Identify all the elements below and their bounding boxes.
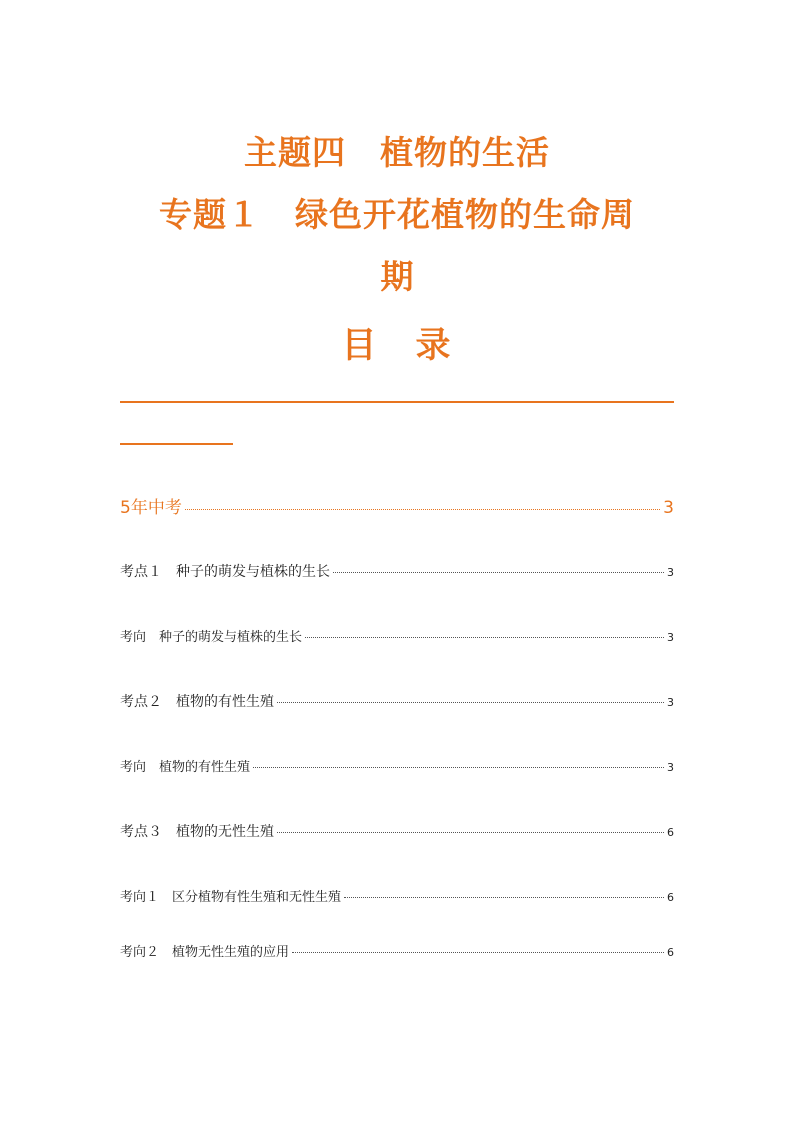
toc-leader [292, 952, 664, 953]
toc-page-number: 3 [667, 696, 674, 709]
toc-entry[interactable] [120, 756, 674, 775]
toc-entry-label: 考向 植物的有性生殖 [120, 760, 251, 775]
toc-leader [344, 897, 664, 898]
divider-long [120, 401, 674, 403]
toc-entry[interactable] [120, 561, 674, 581]
toc-entry-label: 5年中考 [120, 498, 182, 518]
toc-entry[interactable] [120, 493, 674, 518]
toc-entry-label: 考向２ 植物无性生殖的应用 [120, 945, 290, 960]
toc-entry-label: 考向１ 区分植物有性生殖和无性生殖 [120, 890, 342, 905]
theme-title: 主题四 植物的生活 [244, 133, 550, 172]
toc-page-number: 6 [667, 826, 674, 839]
toc-leader [333, 572, 664, 573]
toc-leader [277, 702, 664, 703]
topic-title-continued: 期 [380, 257, 414, 296]
toc-entry[interactable] [120, 626, 674, 645]
toc-entry-label: 考点２ 植物的有性生殖 [120, 694, 274, 710]
toc-page-number: 6 [667, 946, 674, 959]
toc-entry-label: 考点３ 植物的无性生殖 [120, 824, 274, 840]
toc-leader [185, 509, 660, 510]
toc-page-number: 3 [667, 566, 674, 579]
toc-entry[interactable] [120, 941, 674, 960]
toc-entry[interactable] [120, 691, 674, 711]
toc-leader [253, 767, 664, 768]
divider-short [120, 443, 233, 445]
toc-page-number: 3 [667, 761, 674, 774]
toc-page-number: 6 [667, 891, 674, 904]
topic-title: 专题１ 绿色开花植物的生命周 [159, 195, 635, 234]
toc-entry[interactable] [120, 886, 674, 905]
contents-heading: 目 录 [341, 326, 453, 366]
toc-leader [277, 832, 664, 833]
toc-page-number: 3 [663, 498, 674, 518]
toc-leader [305, 637, 664, 638]
title-block [120, 122, 674, 384]
toc-entry[interactable] [120, 821, 674, 841]
toc-page-number: 3 [667, 631, 674, 644]
toc-entry-label: 考点１ 种子的萌发与植株的生长 [120, 564, 330, 580]
toc-entry-label: 考向 种子的萌发与植株的生长 [120, 630, 303, 645]
